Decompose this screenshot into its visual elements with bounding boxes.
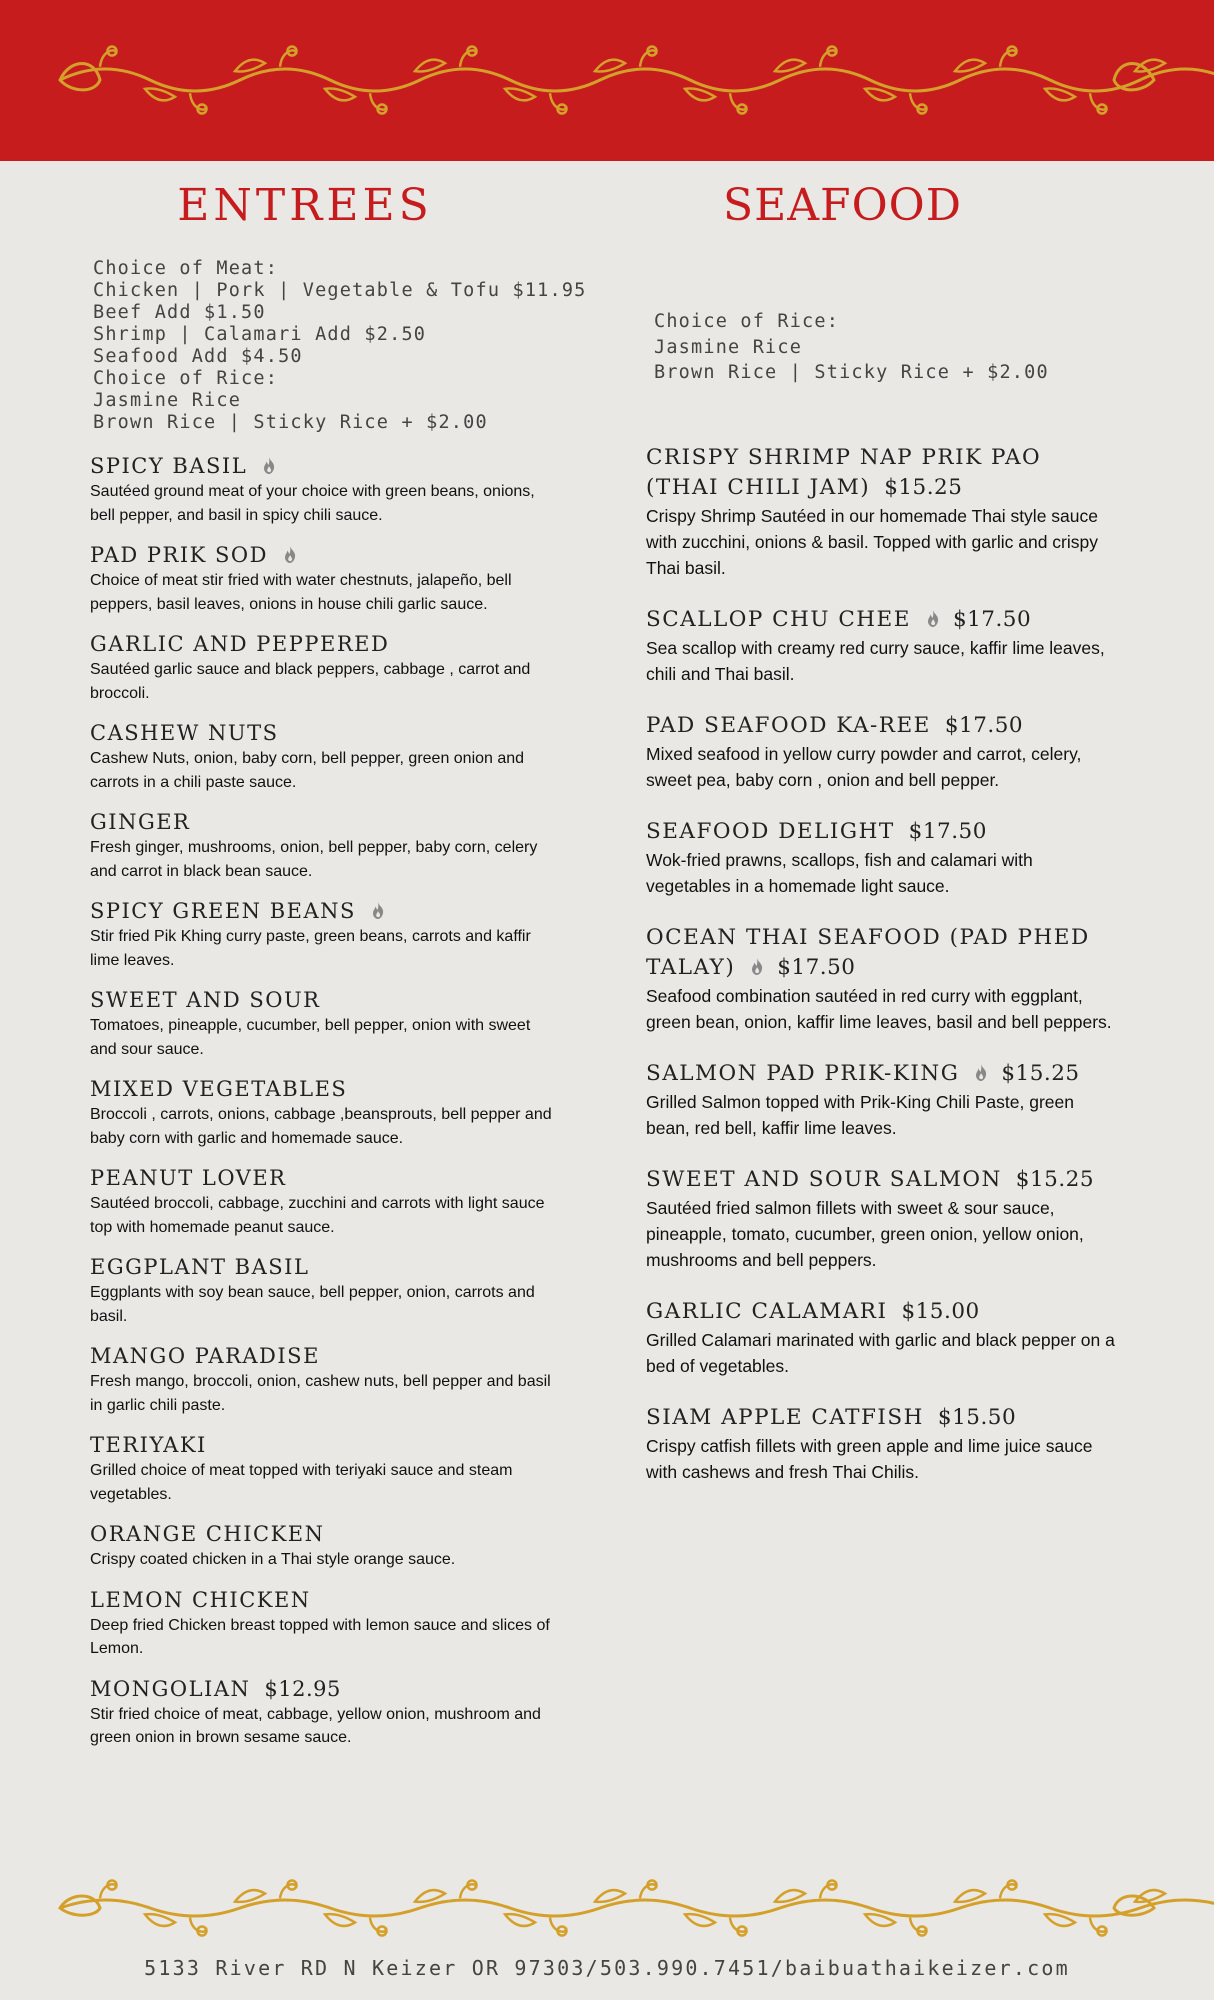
- menu-item-price: $12.95: [264, 1676, 341, 1701]
- menu-item-description: Sautéed broccoli, cabbage, zucchini and carrots with light sauce top with homemade peanut sauce.: [90, 1195, 545, 1236]
- menu-item-description: Eggplants with soy bean sauce, bell pepper, onion, carrots and basil.: [90, 1284, 535, 1325]
- menu-item-heading: [90, 1253, 560, 1281]
- menu-item-description: Seafood combination sautéed in red curry with eggplant, green bean, onion, kaffir lime leaves, basil and bell peppers.: [646, 986, 1112, 1032]
- menu-item-name: EGGPLANT BASIL: [90, 1255, 310, 1279]
- menu-item-heading: [90, 1164, 560, 1192]
- menu-item-heading: [646, 923, 1116, 983]
- gold-vine-ornament-icon: [0, 1870, 1214, 1940]
- flame-icon: [372, 902, 384, 919]
- menu-item: [646, 817, 1116, 899]
- menu-item-heading: [646, 443, 1116, 503]
- seafood-title: SEAFOOD: [723, 180, 962, 231]
- menu-item: [90, 1675, 560, 1750]
- menu-item-description: Choice of meat stir fried with water chestnuts, jalapeño, bell peppers, basil leaves, onions in house chili garlic sauce.: [90, 572, 512, 613]
- menu-item-price: $15.25: [884, 475, 963, 500]
- intro-line: Brown Rice | Sticky Rice + $2.00: [93, 412, 488, 433]
- menu-item-price: $15.25: [1015, 1167, 1095, 1192]
- menu-item-heading: [646, 711, 1116, 741]
- menu-item: [90, 541, 560, 616]
- menu-item-price: $17.50: [777, 955, 856, 980]
- menu-item: [90, 1075, 560, 1150]
- menu-item-heading: [90, 1431, 560, 1459]
- menu-item-description: Grilled Calamari marinated with garlic and black pepper on a bed of vegetables.: [646, 1330, 1115, 1376]
- menu-item-description: Sautéed ground meat of your choice with green beans, onions, bell pepper, and basil in spicy chili sauce.: [90, 483, 535, 524]
- menu-item-description: Crispy coated chicken in a Thai style orange sauce.: [90, 1551, 456, 1568]
- menu-item: [90, 897, 560, 972]
- menu-item-price: $17.50: [908, 819, 987, 844]
- menu-item-name: GARLIC CALAMARI: [646, 1299, 888, 1324]
- menu-item-heading: [90, 1520, 560, 1548]
- menu-item-heading: [646, 1165, 1116, 1195]
- menu-item: [90, 1431, 560, 1506]
- menu-item-description: Fresh mango, broccoli, onion, cashew nuts, bell pepper and basil in garlic chili paste.: [90, 1373, 551, 1414]
- menu-item: [646, 605, 1116, 687]
- menu-item-name: PEANUT LOVER: [90, 1166, 287, 1190]
- entrees-list: [90, 452, 560, 1764]
- menu-item: [646, 1403, 1116, 1485]
- menu-item: [646, 1165, 1116, 1273]
- seafood-list: [646, 443, 1116, 1509]
- gold-vine-ornament-icon: [0, 30, 1214, 130]
- menu-item-price: $15.50: [937, 1405, 1017, 1430]
- menu-item-description: Wok-fried prawns, scallops, fish and calamari with vegetables in a homemade light sauce.: [646, 850, 1033, 896]
- menu-item: [646, 1059, 1116, 1141]
- menu-item-name: GINGER: [90, 810, 191, 834]
- menu-item-name: MIXED VEGETABLES: [90, 1077, 348, 1101]
- flame-icon: [751, 958, 763, 975]
- menu-item-description: Cashew Nuts, onion, baby corn, bell pepper, green onion and carrots in a chili paste sauce.: [90, 750, 525, 791]
- menu-item-name: MONGOLIAN: [90, 1676, 251, 1701]
- menu-item-heading: [646, 1059, 1116, 1089]
- menu-item-name: TERIYAKI: [90, 1433, 207, 1457]
- flame-icon: [284, 546, 296, 563]
- footer-address: 5133 River RD N Keizer OR 97303/503.990.7451/baibuathaikeizer.com: [144, 1956, 1070, 1980]
- menu-item-name: SALMON PAD PRIK-KING: [646, 1061, 960, 1086]
- menu-item-description: Grilled Salmon topped with Prik-King Chili Paste, green bean, red bell, kaffir lime leaves.: [646, 1092, 1074, 1138]
- intro-line: Jasmine Rice: [93, 390, 242, 411]
- menu-item: [90, 1164, 560, 1239]
- menu-item-description: Stir fried choice of meat, cabbage, yellow onion, mushroom and green onion in brown sesame sauce.: [90, 1705, 541, 1746]
- menu-item: [646, 1297, 1116, 1379]
- menu-item: [90, 1520, 560, 1572]
- menu-item-name: CASHEW NUTS: [90, 721, 279, 745]
- menu-item-name: PAD PRIK SOD: [90, 543, 268, 567]
- menu-item-name: SPICY GREEN BEANS: [90, 899, 356, 923]
- menu-item-name: PAD SEAFOOD KA-REE: [646, 713, 931, 738]
- menu-item: [646, 443, 1116, 581]
- menu-item-heading: [90, 986, 560, 1014]
- menu-item-heading: [90, 897, 560, 925]
- menu-item-price: $17.50: [952, 607, 1032, 632]
- menu-item-description: Tomatoes, pineapple, cucumber, bell pepper, onion with sweet and sour sauce.: [90, 1017, 531, 1058]
- menu-item-name: SWEET AND SOUR: [90, 988, 321, 1012]
- intro-line: Choice of Rice:: [93, 368, 279, 389]
- menu-item-name: SPICY BASIL: [90, 454, 248, 478]
- intro-line: Beef Add $1.50: [93, 302, 266, 323]
- menu-item-name: LEMON CHICKEN: [90, 1587, 311, 1612]
- menu-item: [90, 630, 560, 705]
- menu-item-description: Broccoli , carrots, onions, cabbage ,beansprouts, bell pepper and baby corn with garlic and homemade sauce.: [90, 1106, 552, 1147]
- menu-item-description: Sautéed fried salmon fillets with sweet & sour sauce, pineapple, tomato, cucumber, green onion, yellow onion, mushrooms and bell peppers.: [646, 1198, 1084, 1270]
- menu-item-price: $15.00: [901, 1299, 980, 1324]
- menu-item-price: $17.50: [944, 713, 1024, 738]
- menu-item-price: $15.25: [1001, 1061, 1080, 1086]
- menu-item-description: Stir fried Pik Khing curry paste, green beans, carrots and kaffir lime leaves.: [90, 928, 531, 969]
- menu-item: [646, 711, 1116, 793]
- menu-item-heading: [646, 1403, 1116, 1433]
- menu-item-description: Mixed seafood in yellow curry powder and carrot, celery, sweet pea, baby corn , onion and bell pepper.: [646, 744, 1082, 790]
- intro-line: Choice of Meat:: [93, 258, 279, 279]
- intro-line: Choice of Rice:: [654, 311, 840, 332]
- menu-item: [90, 1253, 560, 1328]
- menu-item-description: Fresh ginger, mushrooms, onion, bell pepper, baby corn, celery and carrot in black bean sauce.: [90, 839, 538, 880]
- menu-item: [646, 923, 1116, 1035]
- menu-item-heading: [90, 719, 560, 747]
- menu-item: [90, 452, 560, 527]
- intro-line: Jasmine Rice: [654, 336, 803, 358]
- menu-item: [90, 719, 560, 794]
- entrees-intro: [93, 258, 587, 434]
- intro-line: Seafood Add $4.50: [93, 346, 303, 367]
- menu-item-heading: [90, 1586, 560, 1614]
- menu-item-description: Crispy Shrimp Sautéed in our homemade Thai style sauce with zucchini, onions & basil. Topped with garlic and crispy Thai basil.: [646, 506, 1098, 578]
- menu-item-heading: [90, 808, 560, 836]
- flame-icon: [927, 610, 939, 627]
- menu-item-name: MANGO PARADISE: [90, 1344, 320, 1368]
- menu-item-heading: [646, 605, 1116, 635]
- menu-item-description: Sautéed garlic sauce and black peppers, cabbage , carrot and broccoli.: [90, 661, 531, 702]
- seafood-intro: [654, 309, 1049, 386]
- menu-item-description: Grilled choice of meat topped with teriyaki sauce and steam vegetables.: [90, 1462, 513, 1503]
- menu-item-heading: [90, 630, 560, 658]
- menu-item-name: OCEAN THAI SEAFOOD (PAD PHED TALAY): [646, 925, 1090, 980]
- menu-item-heading: [646, 1297, 1116, 1327]
- menu-item-heading: [90, 1675, 560, 1703]
- menu-item-name: GARLIC AND PEPPERED: [90, 632, 390, 656]
- menu-item-heading: [90, 452, 560, 480]
- entrees-title: ENTREES: [177, 180, 433, 231]
- menu-item-heading: [90, 1342, 560, 1370]
- menu-item: [90, 808, 560, 883]
- menu-item-name: SIAM APPLE CATFISH: [646, 1405, 924, 1430]
- menu-item-name: ORANGE CHICKEN: [90, 1522, 325, 1546]
- flame-icon: [975, 1064, 987, 1081]
- intro-line: Chicken | Pork | Vegetable & Tofu $11.95: [93, 280, 587, 301]
- menu-item-heading: [646, 817, 1116, 847]
- menu-item-description: Crispy catfish fillets with green apple and lime juice sauce with cashews and fresh Thai Chilis.: [646, 1436, 1093, 1482]
- menu-item-description: Sea scallop with creamy red curry sauce, kaffir lime leaves, chili and Thai basil.: [646, 638, 1105, 684]
- intro-line: Shrimp | Calamari Add $2.50: [93, 324, 427, 345]
- menu-item-description: Deep fried Chicken breast topped with lemon sauce and slices of Lemon.: [90, 1616, 550, 1657]
- intro-line: Brown Rice | Sticky Rice + $2.00: [654, 362, 1049, 383]
- menu-item-heading: [90, 1075, 560, 1103]
- menu-item: [90, 986, 560, 1061]
- menu-item: [90, 1586, 560, 1661]
- menu-item: [90, 1342, 560, 1417]
- menu-item-heading: [90, 541, 560, 569]
- menu-item-name: SEAFOOD DELIGHT: [646, 819, 895, 844]
- menu-item-name: SWEET AND SOUR SALMON: [646, 1167, 1002, 1192]
- flame-icon: [263, 457, 275, 474]
- menu-item-name: CRISPY SHRIMP NAP PRIK PAO (THAI CHILI JAM): [646, 445, 1042, 500]
- menu-item-name: SCALLOP CHU CHEE: [646, 607, 911, 632]
